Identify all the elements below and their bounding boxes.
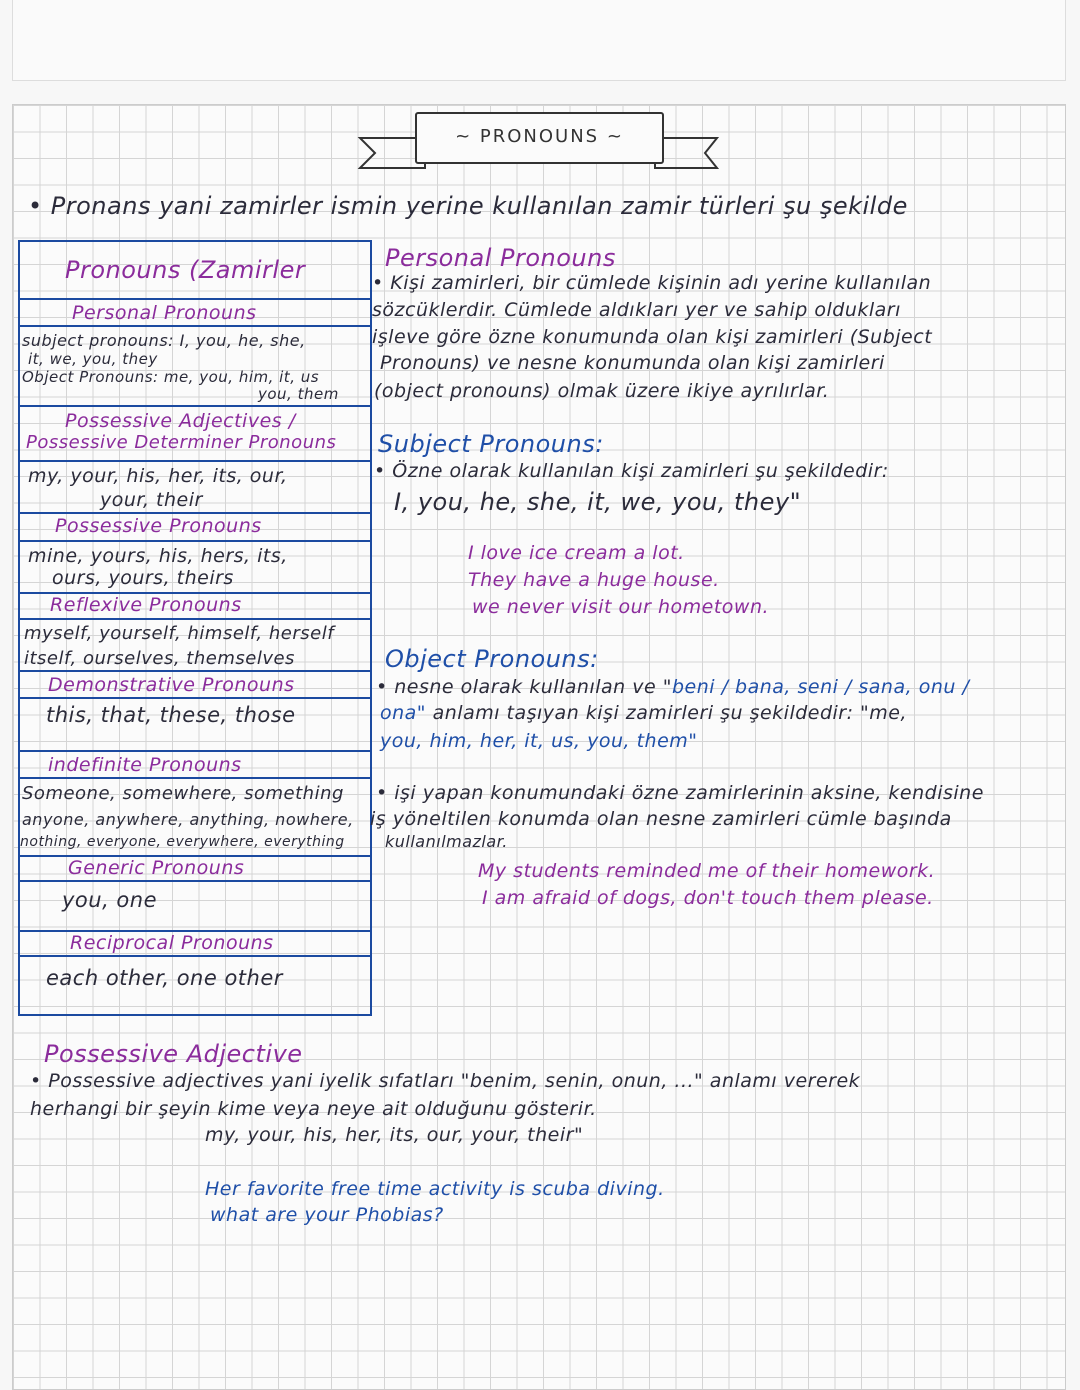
table-line: my, your, his, her, its, our, (28, 465, 288, 487)
body-line: you, him, her, it, us, you, them" (380, 730, 698, 752)
table-line: you, them (258, 385, 339, 403)
table-line: ours, yours, theirs (52, 567, 234, 589)
body-line: iş yöneltilen konumda olan nesne zamirleri cümle başında (370, 808, 952, 830)
body-line: herhangi bir şeyin kime veya neye ait olduğunu gösterir. (30, 1098, 597, 1120)
section-header: indefinite Pronouns (48, 754, 242, 776)
example-sentence: Her favorite free time activity is scuba diving. (205, 1178, 665, 1200)
divider (18, 298, 370, 300)
body-line: Pronouns) ve nesne konumunda olan kişi zamirleri (380, 352, 885, 374)
body-line: anlamı taşıyan kişi zamirleri şu şekildedir: "me, (426, 702, 908, 724)
table-line: Someone, somewhere, something (22, 783, 344, 804)
body-line: işleve göre özne konumunda olan kişi zamirleri (Subject (372, 326, 933, 348)
section-header: Reflexive Pronouns (50, 594, 242, 616)
divider (18, 325, 370, 327)
body-line: sözcüklerdir. Cümlede aldıkları yer ve sahip oldukları (372, 299, 901, 321)
divider (18, 955, 370, 957)
body-line: • nesne olarak kullanılan ve " (376, 676, 672, 698)
table-line: itself, ourselves, themselves (24, 648, 295, 669)
example-sentence: They have a huge house. (468, 569, 720, 591)
object-heading: Object Pronouns: (385, 645, 599, 673)
table-line: Object Pronouns: me, you, him, it, us (22, 368, 320, 386)
body-line: • Özne olarak kullanılan kişi zamirleri şu şekildedir: (374, 460, 889, 482)
body-line: (object pronouns) olmak üzere ikiye ayrılırlar. (374, 380, 830, 402)
divider (18, 777, 370, 779)
table-heading: Pronouns (Zamirler (65, 256, 306, 284)
body-line: beni / bana, seni / sana, onu / (671, 676, 970, 698)
divider (18, 512, 370, 514)
body-line: ona" (380, 702, 427, 724)
divider (18, 697, 370, 699)
example-sentence: My students reminded me of their homework. (478, 860, 936, 882)
table-line: myself, yourself, himself, herself (24, 623, 335, 644)
section-header: Possessive Pronouns (55, 515, 262, 537)
subject-heading: Subject Pronouns: (378, 430, 604, 458)
divider (18, 405, 370, 407)
section-header: Possessive Adjectives / (65, 410, 296, 432)
table-line: this, that, these, those (46, 703, 296, 727)
section-header: Personal Pronouns (72, 302, 257, 324)
divider (18, 540, 370, 542)
example-sentence: we never visit our hometown. (472, 596, 770, 618)
body-line: I, you, he, she, it, we, you, they" (394, 488, 802, 516)
body-line: • Kişi zamirleri, bir cümlede kişinin adı yerine kullanılan (372, 272, 932, 294)
example-sentence: I am afraid of dogs, don't touch them please. (482, 887, 934, 909)
section-header: Possessive Determiner Pronouns (26, 432, 337, 453)
section-header: Generic Pronouns (68, 857, 245, 879)
body-line: my, your, his, her, its, our, your, their" (205, 1124, 584, 1146)
possessive-adj-heading: Possessive Adjective (44, 1040, 303, 1068)
section-header: Demonstrative Pronouns (48, 674, 295, 696)
table-line: mine, yours, his, hers, its, (28, 545, 288, 567)
intro-text: • Pronans yani zamirler ismin yerine kullanılan zamir türleri şu şekilde (28, 192, 908, 220)
section-header: Reciprocal Pronouns (70, 932, 274, 954)
example-sentence: what are your Phobias? (210, 1204, 444, 1226)
example-sentence: I love ice cream a lot. (468, 542, 685, 564)
body-line: kullanılmazlar. (385, 832, 508, 851)
divider (18, 750, 370, 752)
table-line: each other, one other (46, 966, 283, 990)
top-blank-area (12, 0, 1066, 81)
table-line: your, their (100, 489, 203, 511)
table-line: nothing, everyone, everywhere, everything (20, 834, 345, 850)
personal-heading: Personal Pronouns (385, 244, 616, 272)
title-banner (415, 112, 664, 164)
table-line: anyone, anywhere, anything, nowhere, (22, 810, 354, 829)
page-title: ~ PRONOUNS ~ (455, 126, 624, 147)
divider (18, 460, 370, 462)
body-line: • işi yapan konumundaki özne zamirlerinin aksine, kendisine (376, 782, 984, 804)
divider (18, 880, 370, 882)
divider (18, 670, 370, 672)
table-line: it, we, you, they (28, 350, 158, 368)
divider (18, 618, 370, 620)
body-line: • Possessive adjectives yani iyelik sıfatları "benim, senin, onun, ..." anlamı vererek (30, 1070, 861, 1092)
table-line: you, one (62, 888, 158, 912)
table-line: subject pronouns: I, you, he, she, (22, 331, 306, 350)
